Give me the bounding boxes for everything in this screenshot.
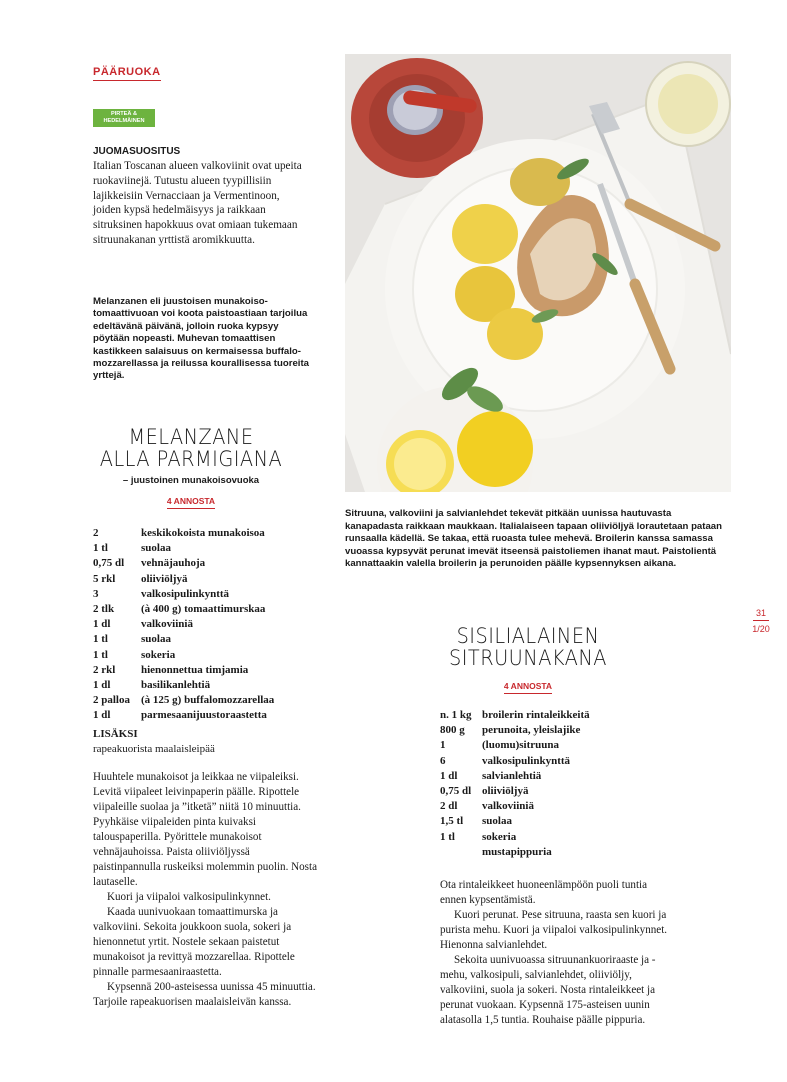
dish-photo-illustration [345,54,731,492]
ingredient-quantity: 1,5 tl [440,815,464,828]
photo-caption: Sitruuna, valkoviini ja salvianlehdet tekevät pitkään uunissa hautuvasta kanapadasta raikkaan maukkaan. Italialaiseen tapaan oliiviöljyä lorautetaan pataan runsaalla kädellä. Se takaa, että ruoasta tulee mehevä. Broilerin kanssa samassa vuoassa kypsyvät perunat imevät itseensä paistoliemen ihanat maut. Paistolientä kannattaakin valella broilerin ja perunoiden päälle kypsennyksen aikana. [345,508,722,570]
recipe2-step-1: Ota rintaleikkeet huoneenlämpöön puoli tuntia ennen kypsentämistä. [440,879,648,906]
ingredient-name: salvianlehtiä [482,769,542,782]
ingredient-name: suolaa [141,542,171,555]
ingredient-quantity: 2 [93,527,99,539]
recipe-intro: Melanzanen eli juustoisen munakoiso-tomaattivuoan voi koota paistoastiaan tarjoilua edeltävänä päivänä, jolloin ruoka kypsyy pöytään nopeasti. Muhevan tomaattisen kastikkeen salaisuus on kermaisessa buffalo-mozzarellassa ja reilussa kourallisessa tuoreita yrttejä. [93,296,309,382]
ingredient-name: sokeria [141,648,176,661]
recipe1-step-4: Kypsennä 200-asteisessa uunissa 45 minuuttia. Tarjoile rapeakuorisen maalaisleivän kanssa. [93,981,316,1008]
ingredient-quantity [440,845,482,860]
recipe2-method [440,878,668,1028]
ingredient-row [440,738,680,753]
ingredient-row [93,541,333,556]
ingredient-quantity: 1 dl [93,709,111,722]
recipe1-title-line2: ALLA PARMIGIANA [99,447,283,471]
drink-recommendation-text: Italian Toscanan alueen valkoviinit ovat upeita ruokaviinejä. Tutustu alueen tyypillisiin lajikkeisiin Vernacciaan ja Vermentinoon, joiden kypsä hedelmäisyys ja raikkaan sitruksinen hapokkuus ovat omiaan tukemaan sitruunakanan yrttistä aromikkuutta. [93,160,302,246]
ingredient-row [93,663,333,678]
ingredient-quantity: 2 palloa [93,694,130,707]
ingredient-row [93,693,333,708]
ingredient-quantity: 1 dl [440,769,458,782]
badge-line-1: PIRTEÄ & [110,111,138,117]
ingredient-row [93,572,333,587]
ingredient-row [93,602,333,617]
ingredient-quantity: 800 g [440,724,465,737]
ingredient-row [93,632,333,647]
ingredient-quantity: 2 tlk [93,603,115,616]
page-number-sub: 1/20 [752,624,770,634]
ingredient-name: suolaa [141,633,171,646]
ingredient-name: keskikokoista munakoisoa [141,527,265,539]
drink-recommendation-title: JUOMASUOSITUS [93,146,181,157]
recipe1-step-3: Kaada uunivuokaan tomaattimurska ja valkoviini. Sekoita joukkoon suola, sokeri ja hienonnetut yrtit. Nostele sekaan paistetut munakoisot ja revittyä mozzarellaa. Ripottele pinnalle parmesaaniraastetta. [93,906,295,978]
recipe1-title-block [80,426,302,506]
ingredient-quantity: 0,75 dl [440,785,472,798]
ingredient-name: (luomu)sitruuna [482,739,560,752]
badge-line-2: HEDELMÄINEN [103,118,145,124]
page-number [745,608,777,634]
recipe2-servings [418,681,638,691]
ingredient-quantity: 1 tl [93,648,108,661]
ingredient-row [440,799,680,814]
recipe1-step-2: Kuori ja viipaloi valkosipulinkynnet. [107,891,271,903]
ingredient-quantity: 3 [93,587,99,600]
dish-photo [345,54,731,492]
ingredient-row [93,556,333,571]
ingredient-name: broilerin rintaleikkeitä [482,709,590,721]
ingredient-row [93,678,333,693]
ingredient-row [93,617,333,632]
recipe1-subtitle: – juustoinen munakoisovuoka [122,475,260,486]
ingredient-name: valkosipulinkynttä [482,754,571,767]
ingredient-row [440,830,680,845]
ingredient-name: suolaa [482,815,512,828]
recipe1-ingredients [93,526,333,724]
ingredient-name: oliiviöljyä [141,572,188,585]
recipe1-servings-text: 4 ANNOSTA [167,496,215,509]
ingredient-name: vehnäjauhoja [141,557,206,570]
ingredient-quantity: 5 rkl [93,572,116,585]
recipe1-method [93,770,319,1010]
section-label: PÄÄRUOKA [93,66,161,81]
ingredient-quantity: 1 [440,739,446,752]
ingredient-name: oliiviöljyä [482,785,529,798]
ingredient-name: valkosipulinkynttä [141,587,230,600]
recipe1-title-line1: MELANZANE [128,425,254,449]
recipe2-title-block [418,625,638,691]
taste-badge [93,109,155,127]
ingredient-name: (à 400 g) tomaattimurskaa [141,603,266,616]
recipe2-title-line2: SITRUUNAKANA [449,646,607,670]
ingredient-row [440,784,680,799]
ingredient-name: perunoita, yleislajike [482,724,581,737]
ingredient-name: parmesaanijuustoraastetta [141,709,267,722]
ingredient-quantity: n. 1 kg [440,709,472,721]
ingredient-quantity: 1 dl [93,679,111,692]
recipe2-step-3: Sekoita uunivuoassa sitruunankuoriraaste ja -mehu, valkosipuli, salvianlehdet, oliiviöljy, valkoviini, suola ja sokeri. Nosta rintaleikkeet ja perunat vuokaan. Kypsennä 175-asteisen uunin alatasolla 1,5 tuntia. Rouhaise päälle pippuria. [440,954,656,1026]
ingredient-row [440,723,680,738]
ingredient-row [440,814,680,829]
ingredient-row [440,754,680,769]
ingredient-name: sokeria [482,830,517,843]
recipe1-servings [80,496,302,506]
recipe2-ingredients [440,708,680,860]
ingredient-row [93,708,333,723]
recipe1-step-1: Huuhtele munakoisot ja leikkaa ne viipaleiksi. Levitä viipaleet leivinpaperin päälle. Ripottele viipaleille suolaa ja ”itketä” niitä 10 minuuttia. Pyyhkäise viipaleiden pinta kuivaksi talouspaperilla. Pyörittele munakoisot vehnäjauhoissa. Paista oliiviöljyssä paistinpannulla ruskeiksi molemmin puolin. Nosta lautaselle. [93,771,318,888]
recipe1-extra-text: rapeakuorista maalaisleipää [93,742,215,755]
ingredient-quantity: 1 tl [93,633,108,646]
ingredient-quantity: 1 tl [93,542,108,555]
ingredient-quantity: 0,75 dl [93,557,125,570]
recipe2-title-line1: SISILIALAINEN [456,624,600,648]
ingredient-name: valkoviiniä [482,800,534,813]
ingredient-quantity: 2 rkl [93,663,116,676]
recipe2-step-2: Kuori perunat. Pese sitruuna, raasta sen kuori ja purista mehu. Kuori ja viipaloi valkosipulinkynnet. Hienonna salvianlehdet. [440,909,668,951]
ingredient-row [440,845,680,860]
ingredient-quantity: 6 [440,754,446,767]
ingredient-name: mustapippuria [482,845,552,858]
ingredient-name: valkoviiniä [141,618,193,631]
ingredient-row [93,526,333,541]
recipe1-extras [93,727,333,756]
ingredient-quantity: 1 tl [440,830,455,843]
ingredient-row [93,587,333,602]
ingredient-name: (à 125 g) buffalomozzarellaa [141,694,275,707]
ingredient-name: basilikanlehtiä [141,679,211,692]
recipe1-extra-title: LISÄKSI [93,728,138,740]
ingredient-name: hienonnettua timjamia [141,663,249,676]
page-number-main: 31 [753,608,769,621]
ingredient-row [93,648,333,663]
recipe2-servings-text: 4 ANNOSTA [504,681,552,694]
ingredient-quantity: 2 dl [440,800,458,813]
ingredient-row [440,769,680,784]
ingredient-quantity: 1 dl [93,618,111,631]
ingredient-row [440,708,680,723]
